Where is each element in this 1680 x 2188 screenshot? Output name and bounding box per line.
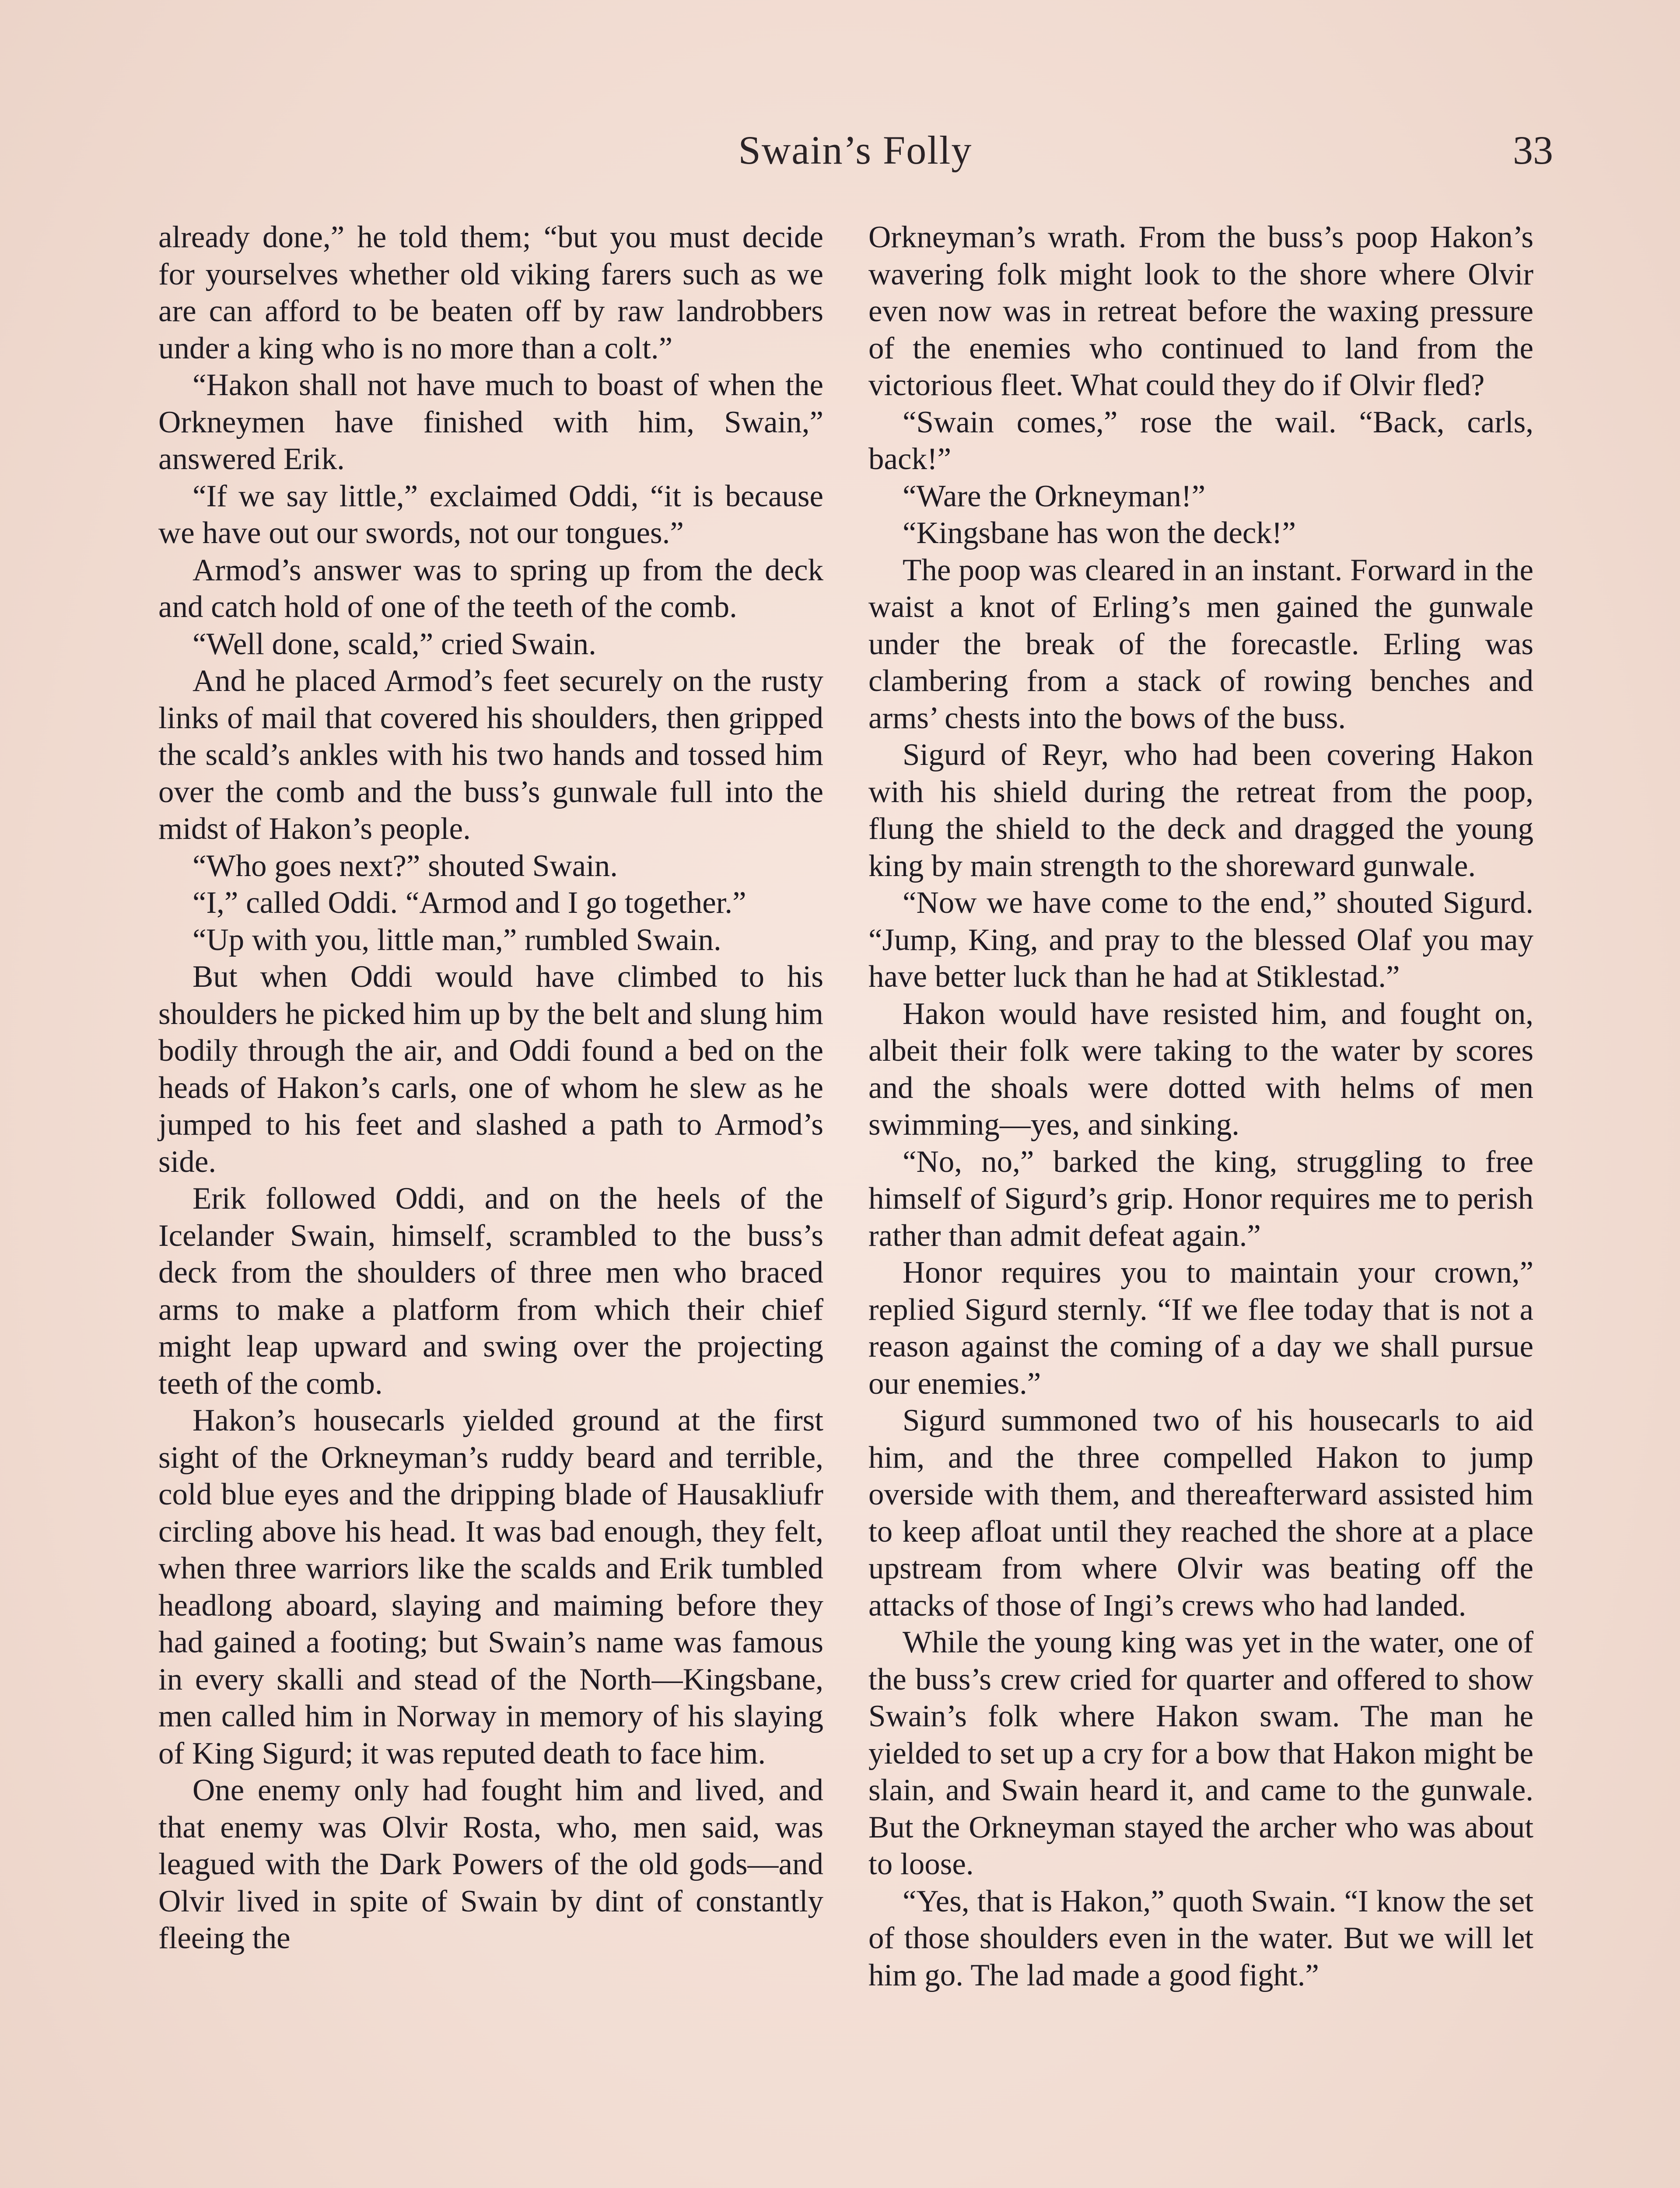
paragraph: “If we say little,” exclaimed Oddi, “it is because we have out our swords, not our tongues.” [158,479,823,550]
paragraph: One enemy only had fought him and lived, and that enemy was Olvir Rosta, who, men said, was leagued with the Dark Powers of the old gods—and Olvir lived in spite of Swain by dint of constantly fleeing the [158,1773,823,1955]
paragraph: “Swain comes,” rose the wail. “Back, carls, back!” [868,405,1533,476]
running-title: Swain’s Folly [738,128,973,172]
paragraph: already done,” he told them; “but you must decide for yourselves whether old viking farers such as we are can afford to be beaten off by raw landrobbers under a king who is no more than a colt.” [158,220,823,365]
paragraph: “Up with you, little man,” rumbled Swain. [192,922,721,957]
paragraph: Honor requires you to maintain your crown,” replied Sigurd sternly. “If we flee today that is not a reason against the coming of a day we shall pursue our enemies.” [868,1255,1533,1401]
paragraph: Erik followed Oddi, and on the heels of the Icelander Swain, himself, scrambled to the buss’s deck from the shoulders of three men who braced arms to make a platform from which their chief might leap upward and swing over the projecting teeth of the comb. [158,1182,823,1401]
page-header [158,127,1553,179]
paragraph: “Hakon shall not have much to boast of when the Orkneymen have finished with him, Swain,” answered Erik. [158,368,823,476]
paragraph: Sigurd summoned two of his housecarls to aid him, and the three compelled Hakon to jump overside with them, and thereafterward assisted him to keep afloat until they reached the shore at a place upstream from where Olvir was beating off the attacks of those of Ingi’s crews who had landed. [868,1403,1533,1623]
paragraph: “I,” called Oddi. “Armod and I go together.” [192,886,746,920]
paragraph: While the young king was yet in the water, one of the buss’s crew cried for quarter and offered to show Swain’s folk where Hakon swam. The man he yielded to set up a cry for a bow that Hakon might be slain, and Swain heard it, and came to the gunwale. But the Orkneyman stayed the archer who was about to loose. [868,1625,1533,1881]
paragraph: “Ware the Orkneyman!” [903,479,1206,513]
paragraph: “No, no,” barked the king, struggling to free himself of Sigurd’s grip. Honor requires me to perish rather than admit defeat again.” [868,1144,1533,1253]
paragraph: Orkneyman’s wrath. From the buss’s poop Hakon’s wavering folk might look to the shore where Olvir even now was in retreat before the waxing pressure of the enemies who continued to land from the victorious fleet. What could they do if Olvir fled? [868,220,1533,402]
paragraph: “Kingsbane has won the deck!” [903,516,1296,550]
paragraph: “Yes, that is Hakon,” quoth Swain. “I know the set of those shoulders even in the water. But we will let him go. The lad made a good fight.” [868,1884,1533,1992]
paragraph: Hakon’s housecarls yielded ground at the first sight of the Orkneyman’s ruddy beard and terrible, cold blue eyes and the dripping blade of Hausakliufr circling above his head. It was bad enough, they felt, when three warriors like the scalds and Erik tumbled headlong aboard, slaying and maiming before they had gained a footing; but Swain’s name was famous in every skalli and stead of the North—Kingsbane, men called him in Norway in memory of his slaying of King Sigurd; it was reputed death to face him. [158,1403,823,1771]
paragraph: “Who goes next?” shouted Swain. [192,849,618,883]
left-column [158,219,823,1957]
paragraph: Armod’s answer was to spring up from the deck and catch hold of one of the teeth of the comb. [158,553,823,624]
paragraph: The poop was cleared in an instant. Forward in the waist a knot of Erling’s men gained the gunwale under the break of the forecastle. Erling was clambering from a stack of rowing benches and arms’ chests into the bows of the buss. [868,553,1533,735]
paragraph: “Well done, scald,” cried Swain. [192,627,596,661]
paragraph: And he placed Armod’s feet securely on the rusty links of mail that covered his shoulders, then gripped the scald’s ankles with his two hands and tossed him over the comb and the buss’s gunwale full into the midst of Hakon’s people. [158,664,823,846]
paragraph: Hakon would have resisted him, and fought on, albeit their folk were taking to the water by scores and the shoals were dotted with helms of men swimming—yes, and sinking. [868,996,1533,1142]
right-column [868,219,1533,1994]
paragraph: But when Oddi would have climbed to his shoulders he picked him up by the belt and slung him bodily through the air, and Oddi found a bed on the heads of Hakon’s carls, one of whom he slew as he jumped to his feet and slashed a path to Armod’s side. [158,960,823,1179]
paragraph: Sigurd of Reyr, who had been covering Hakon with his shield during the retreat from the poop, flung the shield to the deck and dragged the young king by main strength to the shoreward gunwale. [868,738,1533,883]
paragraph: “Now we have come to the end,” shouted Sigurd. “Jump, King, and pray to the blessed Olaf you may have better luck than he had at Stiklestad.” [868,886,1533,994]
page-number: 33 [1513,128,1553,172]
